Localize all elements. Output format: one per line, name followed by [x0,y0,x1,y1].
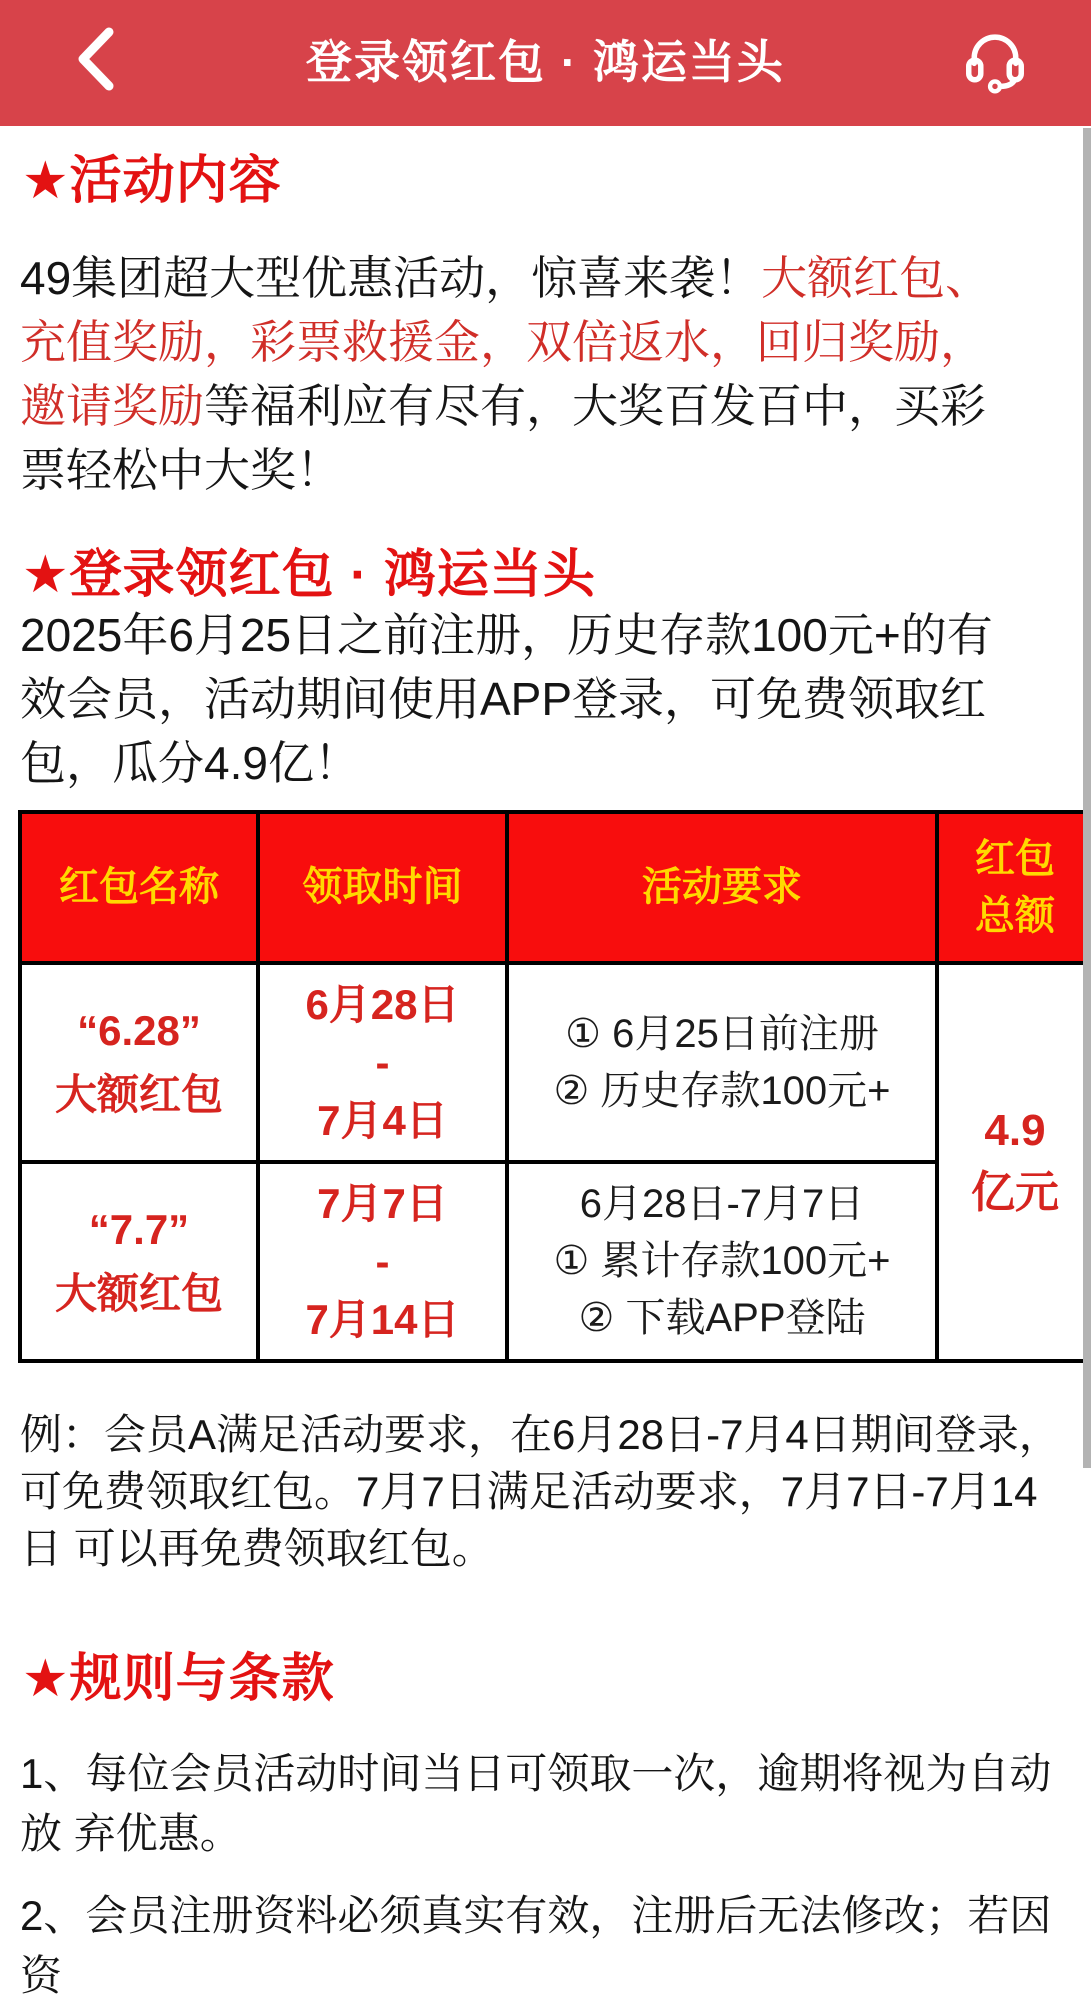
requirement-cell [507,1162,937,1361]
claim-time-line: 7月4日 [317,1096,448,1144]
eligibility-line: 效会员，活动期间使用APP登录，可免费领取红 [20,673,987,725]
requirement-line: 6月28日-7月7日 [579,1182,865,1226]
rule-1 [20,1744,1078,1864]
redpacket-table [18,810,1091,1363]
intro-text-red: 充值奖励，彩票救援金，双倍返水，回归奖励， [20,316,986,368]
redpacket-name-cell [20,1162,258,1361]
rule-2 [20,1886,1078,2006]
redpacket-name-line: “6.28” [77,1006,201,1054]
section-heading-activity-content: ★活动内容 [22,152,282,210]
back-chevron-icon [73,26,119,92]
requirement-line: ① 累计存款100元+ [553,1239,891,1283]
claim-time-line: 7月7日 [317,1179,448,1227]
page-title: 登录领红包 · 鸿运当头 [306,36,785,88]
rule-line: 弃优惠。 [73,1810,242,1857]
intro-line [20,438,1075,502]
col-header-requirement: 活动要求 [507,812,937,963]
example-paragraph [20,1406,1078,1577]
example-line: 例：会员A满足活动要求，在6月28日-7月4日期间登录， [20,1411,1061,1458]
total-amount-line: 亿元 [971,1168,1059,1217]
intro-text-black: 等福利应有尽有，大奖百发百中，买彩 [204,380,986,432]
example-line: 可以再免费领取红包。 [73,1525,494,1572]
redpacket-name-cell [20,963,258,1162]
requirement-cell [507,963,937,1162]
table-row [20,963,1091,1162]
eligibility-paragraph [20,603,1075,795]
nav-bar [0,0,1091,126]
customer-service-button[interactable] [959,23,1031,95]
col-header-time: 领取时间 [258,812,507,963]
table-row [20,1162,1091,1361]
rule-line: 2、会员注册资料必须真实有效，注册后无法修改；若因资 [20,1892,1052,1999]
eligibility-line: 2025年6月25日之前注册，历史存款100元+的有 [20,609,993,661]
scrollbar-thumb[interactable] [1083,128,1091,1468]
claim-time-line: - [375,1038,390,1086]
total-amount-line: 4.9 [984,1106,1046,1155]
col-header-total [937,812,1091,963]
requirement-line: ① 6月25日前注册 [565,1011,879,1056]
intro-text-black: 票轻松中大奖！ [20,444,342,496]
intro-text-red: 大额红包、 [761,252,992,304]
claim-time-line: 7月14日 [305,1295,460,1343]
claim-time-cell [258,963,507,1162]
intro-line [20,246,1075,310]
example-line: 可免费领取红包。7月7日满足活动要求，7月7日-7月14日 [20,1468,1038,1572]
col-header-total-text: 红包总额 [975,836,1055,938]
headset-icon [960,24,1030,94]
redpacket-name-line: 大额红包 [54,1070,223,1118]
intro-text-black: 49集团超大型优惠活动，惊喜来袭！ [20,252,762,304]
intro-line [20,310,1075,374]
total-amount-cell [937,963,1091,1361]
intro-text-red: 邀请奖励 [20,380,204,432]
claim-time-line: 6月28日 [305,980,460,1028]
section-heading-login-redpacket: ★登录领红包 · 鸿运当头 [22,546,596,604]
section-heading-rules: ★规则与条款 [22,1650,335,1708]
back-button[interactable] [60,23,132,95]
redpacket-name-line: “7.7” [88,1205,190,1253]
eligibility-line: 包，瓜分4.9亿！ [20,737,360,789]
redpacket-name-line: 大额红包 [54,1269,223,1317]
intro-line [20,374,1075,438]
claim-time-cell [258,1162,507,1361]
col-header-name: 红包名称 [20,812,258,963]
rule-line: 1、每位会员活动时间当日可领取一次，逾期将视为自动放 [20,1750,1052,1857]
table-header-row [20,812,1091,963]
claim-time-line: - [375,1237,390,1285]
requirement-line: ② 历史存款100元+ [553,1068,891,1113]
requirement-line: ② 下载APP登陆 [578,1296,866,1340]
activity-intro-paragraph [20,246,1075,502]
